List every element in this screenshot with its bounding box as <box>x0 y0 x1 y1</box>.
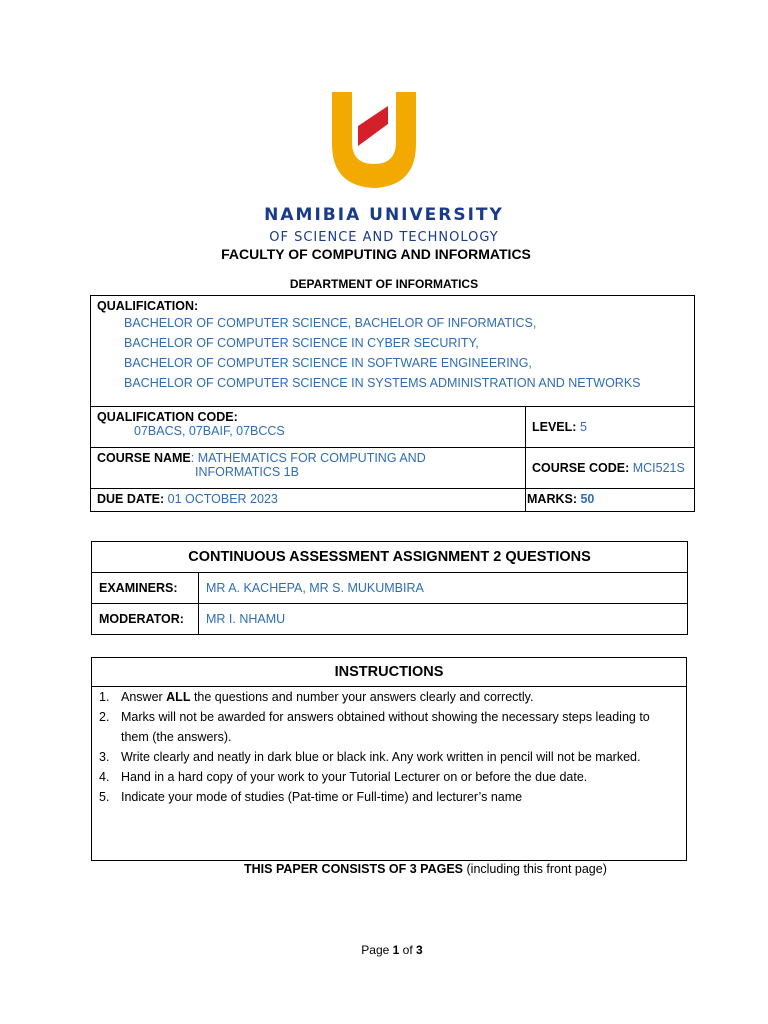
instruction-text: the questions and number your answers clearly and correctly. <box>190 690 534 704</box>
university-name: NAMIBIA UNIVERSITY <box>264 205 504 225</box>
course-name-line1: MATHEMATICS FOR COMPUTING AND <box>197 451 426 465</box>
instruction-item <box>92 707 686 747</box>
due-date-value: 01 OCTOBER 2023 <box>167 492 278 506</box>
footer-total-pages: 3 <box>416 943 423 957</box>
instruction-number: 5. <box>99 790 110 804</box>
course-name-line2: INFORMATICS 1B <box>195 465 299 479</box>
qualification-code-value: 07BACS, 07BAIF, 07BCCS <box>134 424 285 438</box>
level-label: LEVEL: <box>532 420 577 434</box>
qualification-line: BACHELOR OF COMPUTER SCIENCE IN SYSTEMS ADMINISTRATION AND NETWORKS <box>124 376 641 390</box>
footer-middle: of <box>399 943 417 957</box>
department-title: DEPARTMENT OF INFORMATICS <box>289 277 479 291</box>
instruction-text: Write clearly and neatly in dark blue or black ink. Any work written in pencil will not be marked. <box>121 750 641 764</box>
instructions-box <box>91 657 687 861</box>
pages-note <box>244 862 607 876</box>
instruction-text: Answer <box>121 690 167 704</box>
course-code-label: COURSE CODE: <box>532 461 630 475</box>
instruction-item <box>92 687 686 707</box>
qualification-line: BACHELOR OF COMPUTER SCIENCE IN SOFTWARE ENGINEERING, <box>124 356 532 370</box>
instruction-text: Indicate your mode of studies (Pat-time or Full-time) and lecturer’s name <box>121 790 523 804</box>
qualification-code-label: QUALIFICATION CODE: <box>97 410 238 424</box>
examiners-value: MR A. KACHEPA, MR S. MUKUMBIRA <box>199 573 688 604</box>
university-logo <box>326 90 422 190</box>
instruction-text: Marks will not be awarded for answers obtained without showing the necessary steps leading to them (the answers). <box>121 710 650 744</box>
course-name-label: COURSE NAME <box>97 451 191 465</box>
pages-note-bold: THIS PAPER CONSISTS OF 3 PAGES <box>244 862 464 876</box>
level-value: 5 <box>579 420 587 434</box>
qualification-code-cell <box>91 407 526 448</box>
faculty-title: FACULTY OF COMPUTING AND INFORMATICS <box>221 246 531 262</box>
instructions-list <box>92 687 686 807</box>
due-date-cell <box>91 489 526 512</box>
pages-note-text: (including this front page) <box>463 862 607 876</box>
moderator-label: MODERATOR: <box>92 604 199 635</box>
instruction-item <box>92 767 686 787</box>
instruction-item <box>92 747 686 767</box>
footer-current-page: 1 <box>392 943 400 957</box>
moderator-value: MR I. NHAMU <box>199 604 688 635</box>
instructions-title: INSTRUCTIONS <box>92 658 686 687</box>
assessment-table <box>91 541 688 635</box>
level-cell <box>526 407 695 448</box>
instruction-item <box>92 787 686 807</box>
qualification-table <box>90 295 695 512</box>
instruction-number: 3. <box>99 750 110 764</box>
qualification-line: BACHELOR OF COMPUTER SCIENCE IN CYBER SECURITY, <box>124 336 479 350</box>
instruction-emphasis: ALL <box>166 690 191 704</box>
marks-cell <box>526 489 695 512</box>
due-date-label: DUE DATE: <box>97 492 165 506</box>
course-name-cell: COURSE NAME: MATHEMATICS FOR COMPUTING AND INFORMATICS 1B <box>91 448 526 489</box>
instruction-text: Hand in a hard copy of your work to your Tutorial Lecturer on or before the due date. <box>121 770 588 784</box>
course-code-value: MCI521S <box>632 461 685 475</box>
examiners-label: EXAMINERS: <box>92 573 199 604</box>
marks-label: MARKS: <box>527 492 577 506</box>
page-footer <box>0 943 768 957</box>
course-code-cell <box>526 448 695 489</box>
assessment-title: CONTINUOUS ASSESSMENT ASSIGNMENT 2 QUESTIONS <box>92 542 688 573</box>
instruction-number: 4. <box>99 770 110 784</box>
university-subtitle: OF SCIENCE AND TECHNOLOGY <box>269 230 499 245</box>
instruction-number: 1. <box>99 690 110 704</box>
marks-value: 50 <box>580 492 595 506</box>
footer-prefix: Page <box>361 943 393 957</box>
qualification-label: QUALIFICATION: <box>97 299 199 313</box>
qualification-line: BACHELOR OF COMPUTER SCIENCE, BACHELOR OF INFORMATICS, <box>124 316 537 330</box>
qualification-cell <box>91 296 695 407</box>
instruction-number: 2. <box>99 710 110 724</box>
